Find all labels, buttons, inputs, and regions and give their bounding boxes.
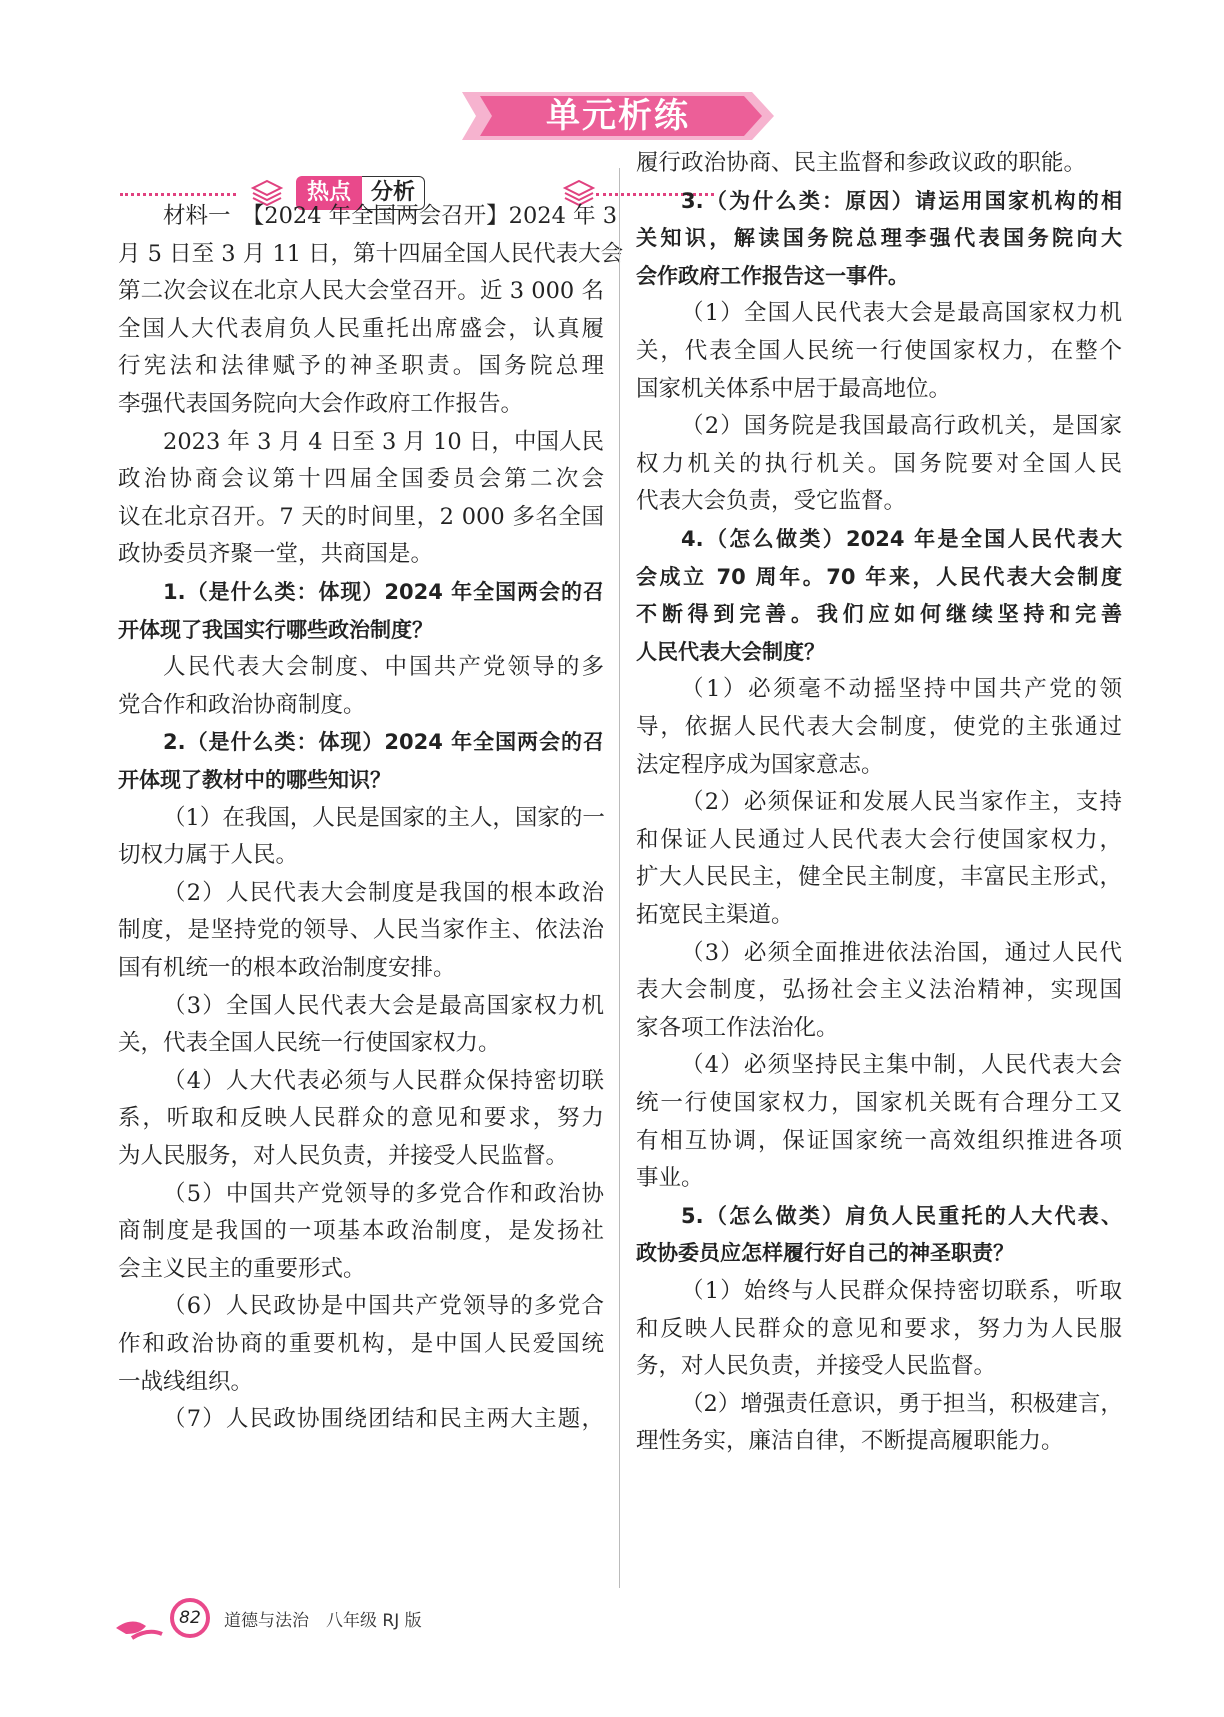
text-line: （2）人民代表大会制度是我国的根本政治 [163,879,604,906]
text-line: 统一行使国家权力，国家机关既有合理分工又 [636,1090,1122,1116]
text-line: 4.（怎么做类）2024 年是全国人民代表大 [681,527,1122,551]
text-line: 会作政府工作报告这一事件。 [636,263,909,288]
text-line: 人民代表大会制度、中国共产党领导的多 [163,654,604,681]
text-line: 党合作和政治协商制度。 [118,691,366,718]
text-line: 表大会制度，弘扬社会主义法治精神，实现国 [636,977,1122,1004]
text-line: 系，听取和反映人民群众的意见和要求，努力 [118,1105,604,1132]
text-line: 扩大人民民主，健全民主制度，丰富民主形式， [636,864,1122,891]
text-line: 会成立 70 周年。70 年来，人民代表大会制度 [636,564,1122,589]
text-line: 2023 年 3 月 4 日至 3 月 10 日，中国人民 [163,428,604,455]
text-line: 导，依据人民代表大会制度，使党的主张通过 [636,714,1122,740]
column-divider [619,168,620,1588]
text-line: （7）人民政协围绕团结和民主两大主题， [163,1406,604,1433]
text-line: 拓宽民主渠道。 [636,902,794,928]
text-line: （2）增强责任意识，勇于担当，积极建言， [681,1390,1123,1417]
text-line: （2）国务院是我国最高行政机关，是国家 [681,413,1122,440]
text-line: 人民代表大会制度？ [636,639,825,664]
text-line: （3）全国人民代表大会是最高国家权力机 [163,992,604,1019]
text-line: 第二次会议在北京人民大会堂召开。近 3 000 名 [118,278,604,305]
text-line: （4）人大代表必须与人民群众保持密切联 [163,1067,604,1094]
text-line: 关，代表全国人民统一行使国家权力。 [118,1030,501,1057]
page-number: 82 [179,1608,201,1628]
text-line: 开体现了教材中的哪些知识？ [118,768,391,792]
unit-banner [462,92,774,140]
text-line: 政协委员应怎样履行好自己的神圣职责？ [636,1241,1014,1266]
text-line: 3.（为什么类：原因）请运用国家机构的相 [681,188,1122,213]
text-line: 国家机关体系中居于最高地位。 [636,375,952,402]
text-line: 不断得到完善。我们应如何继续坚持和完善 [636,602,1122,627]
text-line: 关，代表全国人民统一行使国家权力，在整个 [636,338,1122,364]
text-line: 政协委员齐聚一堂，共商国是。 [118,541,434,568]
text-line: （1）全国人民代表大会是最高国家权力机 [681,300,1122,327]
text-line: 为人民服务，对人民负责，并接受人民监督。 [118,1143,569,1169]
text-line: （4）必须坚持民主集中制，人民代表大会 [681,1052,1122,1079]
text-line: 权力机关的执行机关。国务院要对全国人民 [636,450,1122,477]
text-line: 切权力属于人民。 [118,842,299,869]
text-line: 理性务实，廉洁自律，不断提高履职能力。 [636,1428,1064,1455]
text-line: 作和政治协商的重要机构，是中国人民爱国统 [118,1331,604,1357]
text-line: 制度，是坚持党的领导、人民当家作主、依法治 [118,917,604,944]
text-line: （3）必须全面推进依法治国，通过人民代 [681,939,1122,966]
text-line: 国有机统一的根本政治制度安排。 [118,955,456,981]
text-line: 开体现了我国实行哪些政治制度？ [118,617,433,642]
text-line: （1）始终与人民群众保持密切联系，听取 [681,1278,1122,1304]
text-line: 商制度是我国的一项基本政治制度，是发扬社 [118,1218,604,1245]
text-line: 关知识，解读国务院总理李强代表国务院向大 [636,226,1122,251]
text-line: 有相互协调，保证国家统一高效组织推进各项 [636,1127,1122,1154]
text-line: 1.（是什么类：体现）2024 年全国两会的召 [163,580,604,604]
text-line: 履行政治协商、民主监督和参政议政的职能。 [636,150,1087,176]
text-line: （5）中国共产党领导的多党合作和政治协 [163,1180,604,1207]
tag-analysis-label: 分析 [362,176,425,210]
text-line: 行宪法和法律赋予的神圣职责。国务院总理 [118,353,604,380]
text-line: 和反映人民群众的意见和要求，努力为人民服 [636,1315,1122,1342]
text-line: 代表大会负责，受它监督。 [636,488,907,515]
text-line: 会主义民主的重要形式。 [118,1255,366,1282]
text-line: 事业。 [636,1165,704,1192]
text-line: 家各项工作法治化。 [636,1014,839,1041]
text-line: 法定程序成为国家意志。 [636,751,884,778]
banner-title: 单元析练 [546,96,690,136]
text-line: 材料一 【2024 年全国两会召开】2024 年 3 [163,203,618,229]
text-line: 务，对人民负责，并接受人民监督。 [636,1353,997,1380]
text-line: 政治协商会议第十四届全国委员会第二次会 [118,466,604,493]
text-line: 和保证人民通过人民代表大会行使国家权力， [636,826,1122,853]
text-line: 议在北京召开。7 天的时间里，2 000 多名全国 [118,503,604,530]
text-line: 一战线组织。 [118,1368,254,1395]
text-line: 月 5 日至 3 月 11 日，第十四届全国人民代表大会 [118,240,624,267]
text-line: 5.（怎么做类）肩负人民重托的人大代表、 [681,1203,1122,1228]
tag-hot-label: 热点 [296,176,362,210]
text-line: （2）必须保证和发展人民当家作主，支持 [681,789,1122,816]
text-line: （1）必须毫不动摇坚持中国共产党的领 [681,676,1122,703]
footer-book-title: 道德与法治 八年级 RJ 版 [224,1611,422,1631]
text-line: （6）人民政协是中国共产党领导的多党合 [163,1293,604,1320]
text-line: 2.（是什么类：体现）2024 年全国两会的召 [163,730,604,755]
text-line: 李强代表国务院向大会作政府工作报告。 [118,391,524,417]
text-line: （1）在我国，人民是国家的主人，国家的一 [163,804,605,831]
text-line: 全国人大代表肩负人民重托出席盛会，认真履 [118,315,604,342]
